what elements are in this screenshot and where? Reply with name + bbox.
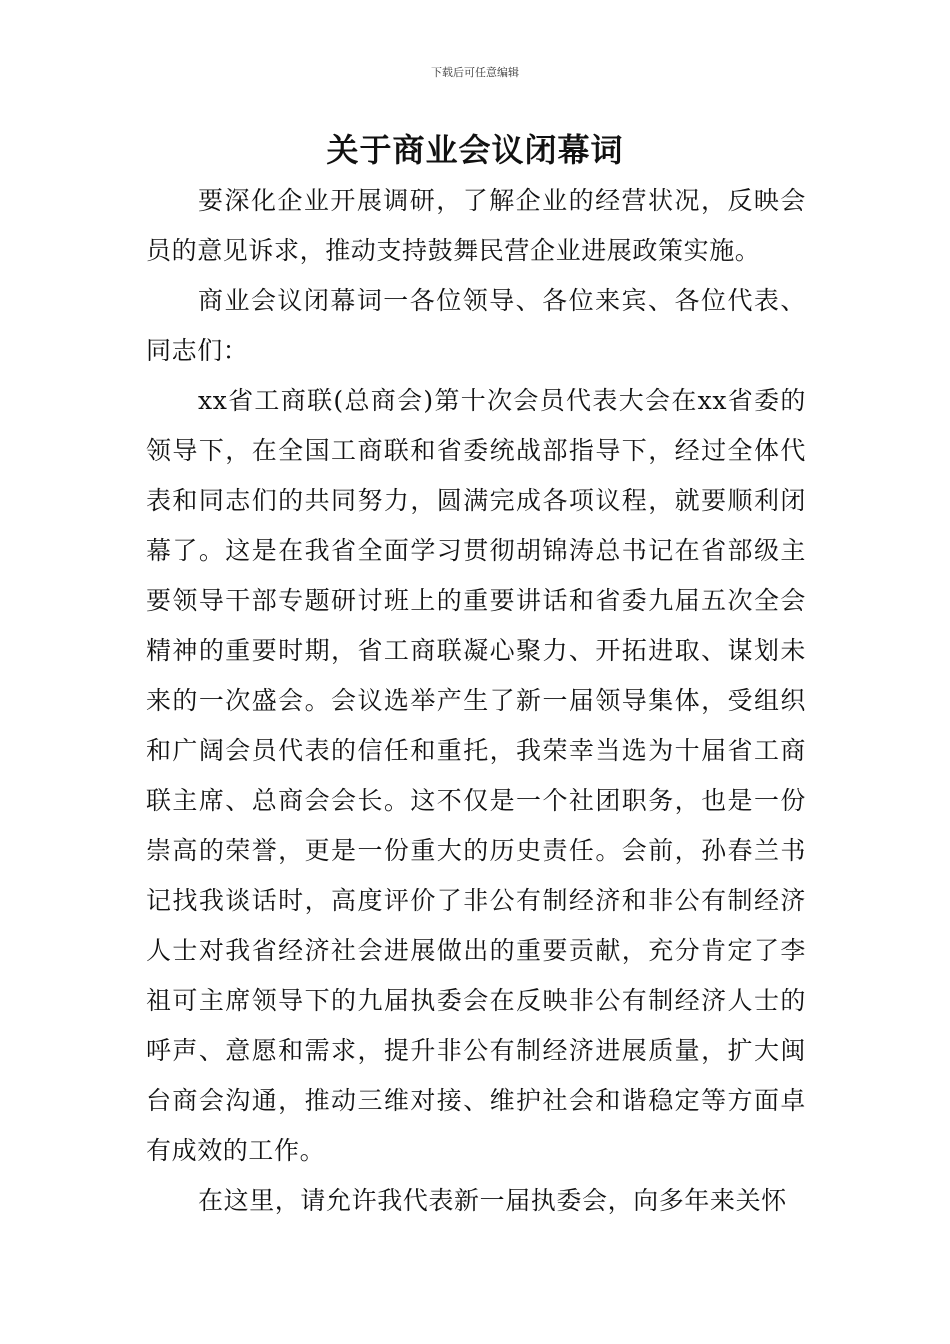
paragraph-2: 商业会议闭幕词一各位领导、各位来宾、各位代表、同志们： — [146, 286, 806, 365]
header-note: 下载后可任意编辑 — [431, 66, 519, 79]
paragraph-4: 在这里，请允许我代表新一届执委会，向多年来关怀 — [198, 1186, 787, 1215]
document-title: 关于商业会议闭幕词 — [326, 131, 624, 169]
paragraph-1: 要深化企业开展调研，了解企业的经营状况，反映会员的意见诉求，推动支持鼓舞民营企业进展政策实施。 — [146, 186, 806, 265]
paragraph-3: xx省工商联(总商会)第十次会员代表大会在xx省委的领导下，在全国工商联和省委统战部指导下，经过全体代表和同志们的共同努力，圆满完成各项议程，就要顺利闭幕了。这是在我省全面学习贯彻胡锦涛总书记在省部级主要领导干部专题研讨班上的重要讲话和省委九届五次全会精神的重要时期，省工商联凝心聚力、开拓进取、谋划未来的一次盛会。会议选举产生了新一届领导集体，受组织和广阔会员代表的信任和重托，我荣幸当选为十届省工商联主席、总商会会长。这不仅是一个社团职务，也是一份崇高的荣誉，更是一份重大的历史责任。会前，孙春兰书记找我谈话时，高度评价了非公有制经济和非公有制经济人士对我省经济社会进展做出的重要贡献，充分肯定了李祖可主席领导下的九届执委会在反映非公有制经济人士的呼声、意愿和需求，提升非公有制经济进展质量，扩大闽台商会沟通，推动三维对接、维护社会和谐稳定等方面卓有成效的工作。 — [146, 386, 806, 1165]
document-body — [146, 176, 806, 1226]
